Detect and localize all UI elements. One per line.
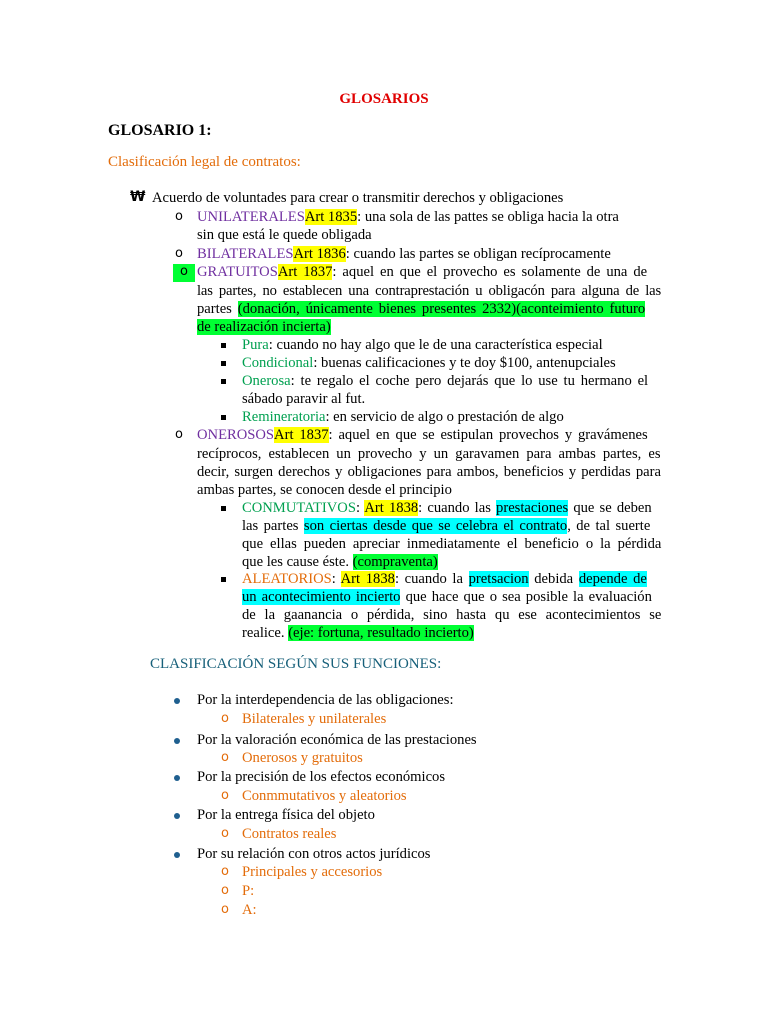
gratuitos-line1: GRATUITOSArt 1837: aquel en que el provecho es solamente de una de — [197, 264, 648, 280]
circle-bullet-icon: o — [175, 246, 183, 261]
dot-bullet-icon — [174, 698, 180, 704]
sub-remineratoria: Remineratoria: en servicio de algo o prestación de algo — [242, 409, 564, 425]
conmutativos-line3: que ellas pueden apreciar inmediatamente el beneficio o la pérdida — [242, 536, 662, 552]
onerosos-line2: recíprocos, establecen un provecho y un garavamen para ambas partes, es — [197, 446, 661, 462]
conmutativos-line2: las partes son ciertas desde que se celebra el contrato, de tal suerte — [242, 518, 651, 534]
dot-bullet-icon — [174, 738, 180, 744]
aleatorios-line3: de la gaanancia o pérdida, sino hasta qu ese acontecimientos se — [242, 607, 662, 623]
circle-bullet-icon: o — [221, 883, 229, 898]
won-bullet-icon: ₩ — [130, 189, 146, 205]
funcion-item: Por la valoración económica de las prestaciones — [197, 732, 477, 748]
funcion-subitem: Onerosos y gratuitos — [242, 750, 363, 766]
page-title: GLOSARIOS — [339, 91, 429, 107]
square-bullet-icon — [221, 577, 226, 582]
aleatorios-line2: un acontecimiento incierto que hace que o sea posible la evaluación — [242, 589, 652, 605]
circle-bullet-icon: o — [221, 826, 229, 841]
section-clasificacion-funciones: CLASIFICACIÓN SEGÚN SUS FUNCIONES: — [150, 656, 442, 672]
dot-bullet-icon — [174, 852, 180, 858]
gratuitos-line4: de realización incierta) — [197, 319, 331, 335]
onerosos-line3: decir, surgen derechos y obligaciones para ambos, beneficios y perdidas para — [197, 464, 661, 480]
square-bullet-icon — [221, 415, 226, 420]
square-bullet-icon — [221, 506, 226, 511]
funcion-subitem: Bilaterales y unilaterales — [242, 711, 387, 727]
funcion-subitem: P: — [242, 883, 255, 899]
section-clasificacion-legal: Clasificación legal de contratos: — [108, 154, 301, 170]
glosario-heading: GLOSARIO 1: — [108, 122, 212, 139]
circle-bullet-icon: o — [221, 750, 229, 765]
square-bullet-icon — [221, 379, 226, 384]
gratuitos-line3: partes (donación, únicamente bienes presentes 2332)(aconteimiento futuro — [197, 301, 646, 317]
sub-condicional: Condicional: buenas calificaciones y te doy $100, antenupciales — [242, 355, 616, 371]
sub-pura: Pura: cuando no hay algo que le de una característica especial — [242, 337, 603, 353]
circle-bullet-icon: o — [175, 427, 183, 442]
funcion-subitem: Contratos reales — [242, 826, 337, 842]
aleatorios-line1: ALEATORIOS: Art 1838: cuando la pretsacion debida depende de — [242, 571, 647, 587]
bilaterales-line: BILATERALESArt 1836: cuando las partes se obligan recíprocamente — [197, 246, 611, 262]
conmutativos-line1: CONMUTATIVOS: Art 1838: cuando las prestaciones que se deben — [242, 500, 652, 516]
sub-onerosa-line2: sábado paravir al fut. — [242, 391, 366, 407]
circle-bullet-icon: o — [175, 209, 183, 224]
sub-onerosa: Onerosa: te regalo el coche pero dejarás que lo use tu hermano el — [242, 373, 649, 389]
aleatorios-line4: realice. (eje: fortuna, resultado incierto) — [242, 625, 474, 641]
circle-bullet-icon: o — [221, 788, 229, 803]
circle-bullet-icon: o — [221, 864, 229, 879]
funcion-subitem: Principales y accesorios — [242, 864, 383, 880]
dot-bullet-icon — [174, 813, 180, 819]
gratuitos-line2: las partes, no establecen una contraprestación u obligacón para alguna de las — [197, 283, 661, 299]
conmutativos-line4: que les cause éste. (compraventa) — [242, 554, 438, 570]
funcion-subitem: Conmmutativos y aleatorios — [242, 788, 407, 804]
funcion-item: Por la precisión de los efectos económicos — [197, 769, 446, 785]
square-bullet-icon — [221, 343, 226, 348]
bullet-acuerdo: Acuerdo de voluntades para crear o transmitir derechos y obligaciones — [152, 190, 564, 206]
funcion-subitem: A: — [242, 902, 257, 918]
unilaterales-line2: sin que está le quede obligada — [197, 227, 372, 243]
unilaterales-line1: UNILATERALESArt 1835: una sola de las pattes se obliga hacia la otra — [197, 209, 619, 225]
square-bullet-icon — [221, 361, 226, 366]
circle-bullet-icon: o — [173, 264, 195, 282]
circle-bullet-icon: o — [221, 711, 229, 726]
dot-bullet-icon — [174, 775, 180, 781]
circle-bullet-icon: o — [221, 902, 229, 917]
funcion-item: Por su relación con otros actos jurídicos — [197, 846, 431, 862]
onerosos-line4: ambas partes, se conocen desde el principio — [197, 482, 452, 498]
onerosos-line1: ONEROSOSArt 1837: aquel en que se estipulan provechos y gravámenes — [197, 427, 648, 443]
funcion-item: Por la interdependencia de las obligaciones: — [197, 692, 454, 708]
funcion-item: Por la entrega física del objeto — [197, 807, 375, 823]
